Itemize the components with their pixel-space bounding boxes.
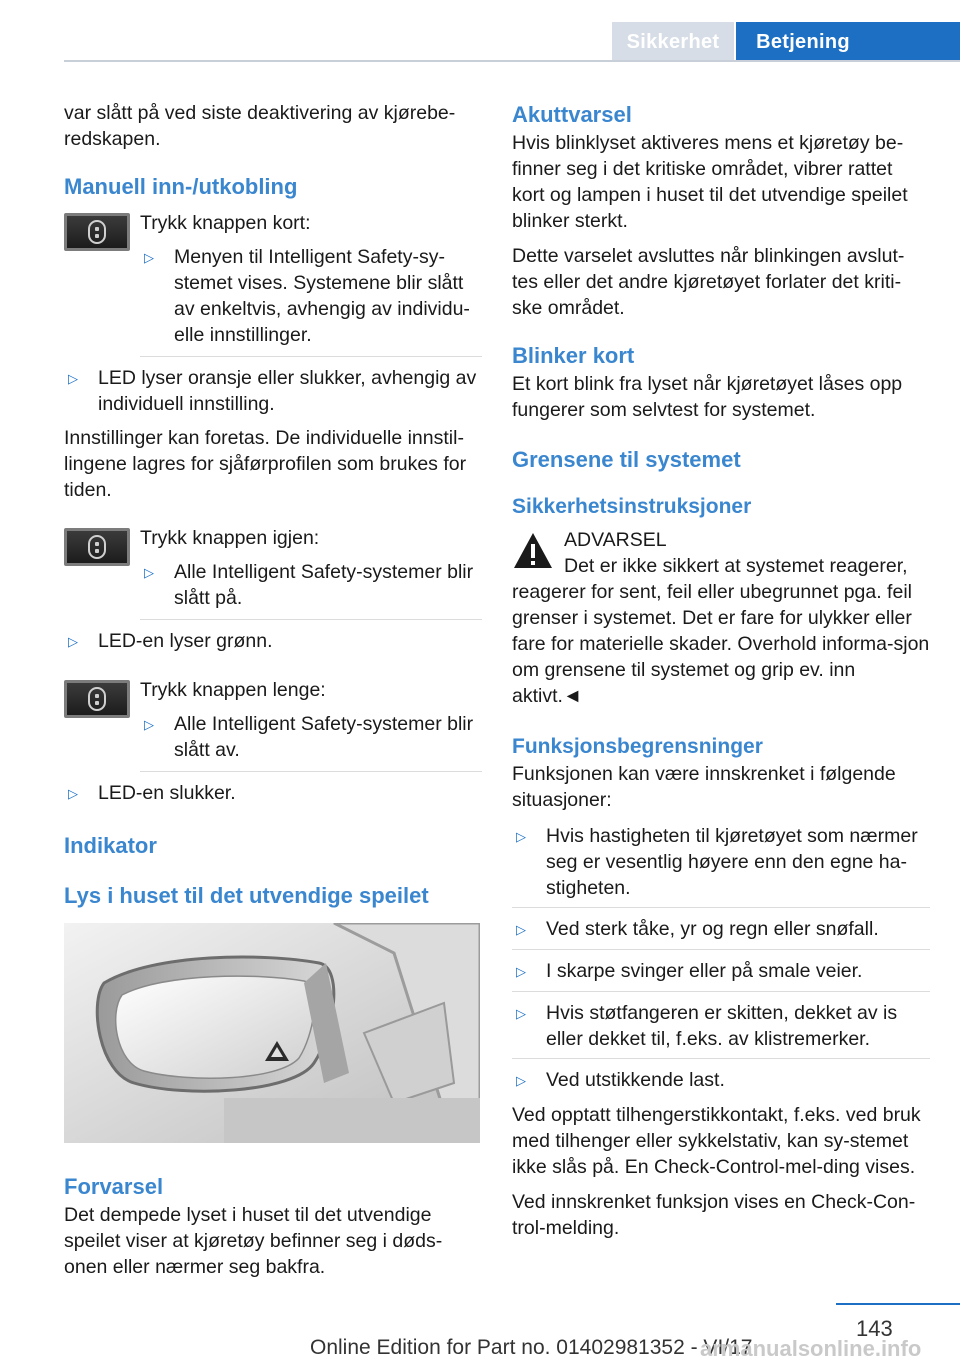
list-item: ▷ LED-en slukker. — [64, 780, 482, 807]
trailer-text: Ved opptatt tilhengerstikkontakt, f.eks. ved bruk med tilhenger eller sykkelstativ, kan sy-stemet ikke slås på. En Check-Control-mel-ding vises. — [512, 1104, 921, 1178]
list-item: ▷ Hvis hastigheten til kjøretøyet som nærmer seg er vesentlig høyere enn den egne ha-stigheten. — [512, 823, 930, 908]
triangle-bullet-icon: ▷ — [516, 1073, 526, 1088]
triangle-bullet-icon: ▷ — [68, 634, 78, 649]
page-number: 143 — [856, 1316, 893, 1341]
long-press-block — [64, 677, 482, 780]
indicator-heading: Indikator — [64, 833, 157, 858]
header-divider — [64, 60, 960, 62]
blinker-heading: Blinker kort — [512, 343, 635, 368]
warning-text: reagerer for sent, feil eller ubegrunnet pga. feil grenser i systemet. Det er fare for ulykker eller fare for materielle skader. Overhold informa-sjon om grensene til systemet og grip ev. inn aktivt.◄ — [512, 581, 930, 707]
warning-block — [512, 527, 930, 579]
triangle-bullet-icon: ▷ — [144, 565, 154, 580]
func-heading: Funksjonsbegrensninger — [512, 735, 763, 758]
list-item: ▷ Menyen til Intelligent Safety-sy-stemet vises. Systemene blir slått av enkeltvis, avhengig av individu-elle innstillinger. — [140, 244, 482, 357]
manual-heading: Manuell inn-/utkobling — [64, 174, 298, 199]
list-item: ▷ LED lyser oransje eller slukker, avhengig av individuell innstilling. — [64, 365, 482, 417]
list-item: ▷ Ved sterk tåke, yr og regn eller snøfall. — [512, 916, 930, 950]
right-column — [512, 100, 930, 1241]
triangle-bullet-icon: ▷ — [68, 786, 78, 801]
long-press-label: Trykk knappen lenge: — [140, 679, 326, 701]
forvarsel-heading: Forvarsel — [64, 1174, 164, 1199]
limits-heading: Grensene til systemet — [512, 447, 741, 472]
restricted-text: Ved innskrenket funksjon vises en Check-Con-trol-melding. — [512, 1191, 916, 1239]
warning-first-line: Det er ikke sikkert at systemet reagerer, — [564, 555, 908, 577]
func-intro: Funksjonen kan være innskrenket i følgende situasjoner: — [512, 763, 896, 811]
settings-text: Innstillinger kan foretas. De individuelle innstil-lingene lagres for sjåførprofilen som brukes for tiden. — [64, 427, 467, 501]
list-item: ▷ LED-en lyser grønn. — [64, 628, 482, 655]
page-header — [0, 0, 960, 64]
list-item: ▷ Ved utstikkende last. — [512, 1067, 930, 1094]
mirror-image — [64, 923, 480, 1143]
forvarsel-text: Det dempede lyset i huset til det utvendige speilet viser at kjøretøy befinner seg i døds-onen eller nærmer seg bakfra. — [64, 1204, 443, 1278]
triangle-bullet-icon: ▷ — [516, 1006, 526, 1021]
triangle-bullet-icon: ▷ — [516, 964, 526, 979]
short-press-block — [64, 210, 482, 365]
triangle-bullet-icon: ▷ — [516, 829, 526, 844]
footer-divider — [836, 1303, 960, 1305]
watermark: armanualsonline.info — [700, 1336, 922, 1361]
left-column — [64, 100, 482, 1280]
tab-betjening[interactable]: Betjening — [736, 22, 960, 62]
safety-heading: Sikkerhetsinstruksjoner — [512, 495, 752, 518]
blinker-text: Et kort blink fra lyset når kjøretøyet låses opp fungerer som selvtest for systemet. — [512, 373, 903, 421]
mirror-heading: Lys i huset til det utvendige speilet — [64, 883, 429, 908]
list-item: ▷ Alle Intelligent Safety-systemer blir slått på. — [140, 559, 482, 620]
triangle-bullet-icon: ▷ — [516, 922, 526, 937]
list-item: ▷ Hvis støtfangeren er skitten, dekket av is eller dekket til, f.eks. av klistremerker. — [512, 1000, 930, 1059]
akutt-text-1: Hvis blinklyset aktiveres mens et kjøretøy be-finner seg i det kritiske området, vibrer rattet kort og lampen i huset til det utvendige speilet blinker sterkt. — [512, 132, 908, 232]
edition-text: Online Edition for Part no. 01402981352 - VI/17 — [310, 1336, 753, 1359]
warning-triangle-icon — [512, 531, 554, 571]
triangle-bullet-icon: ▷ — [144, 250, 154, 265]
warning-title: ADVARSEL — [564, 529, 667, 551]
tab-sikkerhet[interactable]: Sikkerhet — [612, 22, 734, 62]
safety-button-icon — [64, 680, 130, 718]
safety-button-icon — [64, 528, 130, 566]
intro-text: var slått på ved siste deaktivering av kjørebe-redskapen. — [64, 102, 456, 150]
akutt-heading: Akuttvarsel — [512, 102, 632, 127]
short-press-label: Trykk knappen kort: — [140, 212, 311, 234]
list-item: ▷ I skarpe svinger eller på smale veier. — [512, 958, 930, 992]
again-press-block — [64, 525, 482, 628]
akutt-text-2: Dette varselet avsluttes når blinkingen avslut-tes eller det andre kjøretøyet forlater det kriti-ske området. — [512, 245, 905, 319]
triangle-bullet-icon: ▷ — [68, 371, 78, 386]
safety-button-icon — [64, 213, 130, 251]
triangle-bullet-icon: ▷ — [144, 717, 154, 732]
again-press-label: Trykk knappen igjen: — [140, 527, 320, 549]
list-item: ▷ Alle Intelligent Safety-systemer blir slått av. — [140, 711, 482, 772]
